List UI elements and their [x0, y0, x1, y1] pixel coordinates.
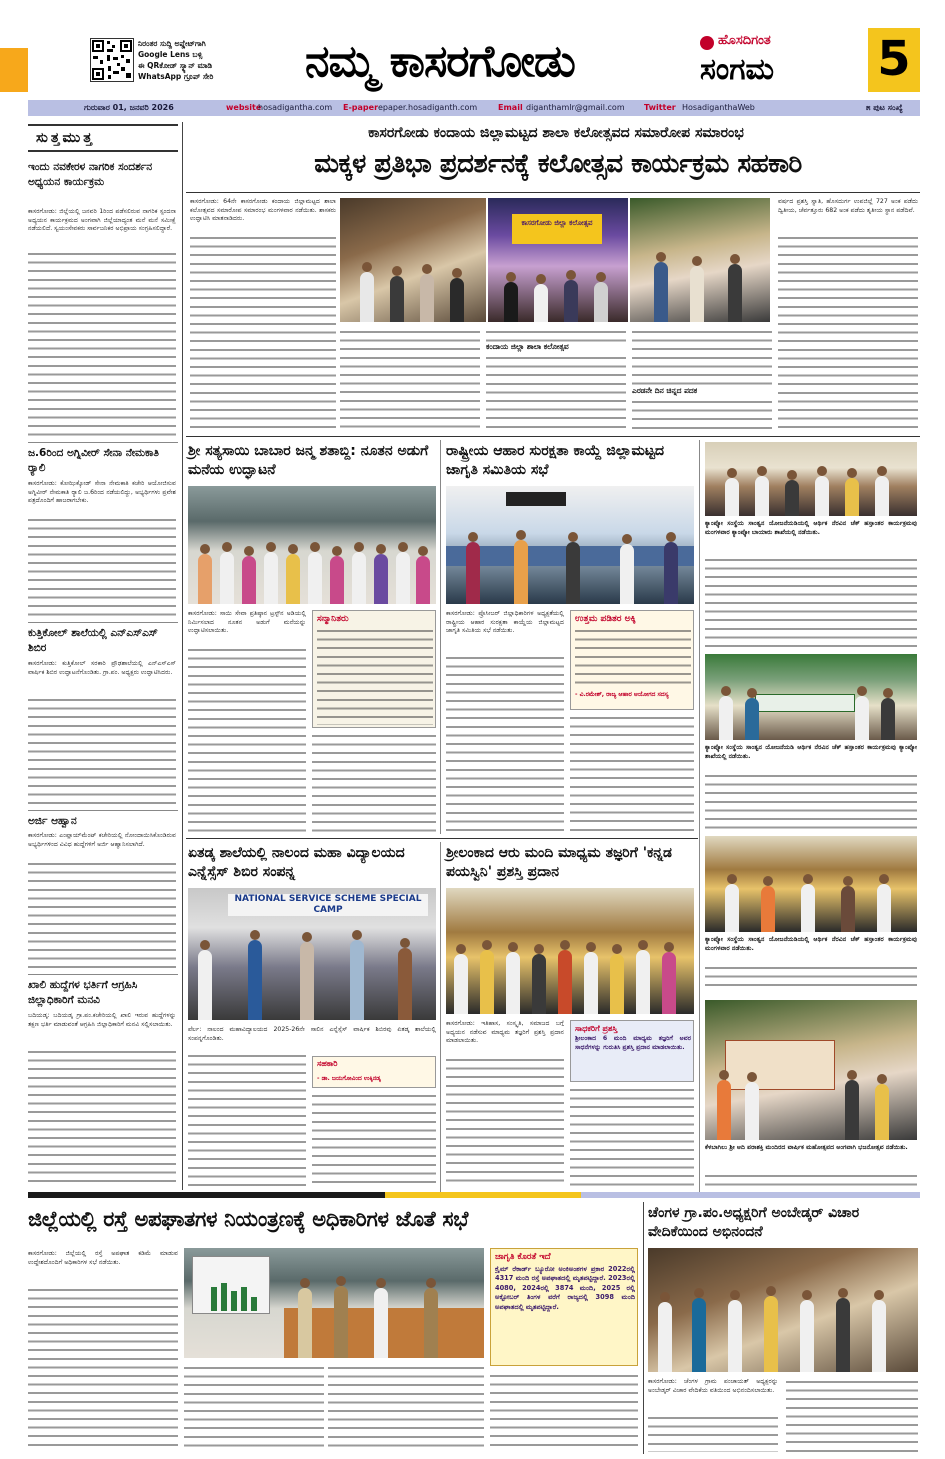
brand-big: ಸಂಗಮ — [700, 52, 774, 87]
honorees-box — [312, 610, 436, 728]
photo-figure — [506, 952, 520, 1014]
photo-figure — [636, 950, 650, 1014]
campco-caption: ಕ್ಯಾಂಪ್ಕೋ ಸಂಸ್ಥೆಯ ಸಾಂತ್ವನ ಯೋಜನೆಯಡಿ ಆರ್ಥಿಕ ನೆರವಿನ ಚೆಕ್ ಹಸ್ತಾಂತರ ಕಾರ್ಯಕ್ರಮವು ಕ್ಯಾಂಪ್ಕೋ ಶಾಖೆಯಲ್ಲಿ ನಡೆಯಿತು. — [705, 744, 917, 760]
box-title: ಸನ್ಮಾನಿತರು — [317, 614, 349, 624]
photo-figure — [785, 480, 799, 516]
photo-figure — [220, 552, 234, 604]
story-text: ಪೆರ್ಲ: ನಾಲಂದ ಮಹಾವಿದ್ಯಾಲಯದ 2025-26ನೇ ಸಾಲಿನ ಎನ್ನೆಸ್ಸೆಸ್ ವಾರ್ಷಿಕ ಶಿಬಿರವು ಏತಡ್ಕ ಶಾಲೆಯಲ್ಲಿ ಸಂಪನ್ನಗೊಂಡಿತು. — [188, 1026, 436, 1042]
qr-caption-line: ನಿರಂತರ ಸುದ್ದಿ ಅಪ್ಡೇಟ್‌ಗಾಗಿ — [138, 39, 206, 48]
lead-text-block — [632, 398, 772, 432]
story-food-safety — [444, 440, 696, 836]
lead-text: ಕಾಸರಗೋಡು: 64ನೇ ಕಾಸರಗೋಡು ಕಂದಾಯ ಜಿಲ್ಲಾಮಟ್ಟದ ಶಾಲಾ ಕಲೋತ್ಸವದ ಸಮಾರೋಪ ಸಮಾರಂಭ ಮಂಗಳವಾರ ನಡೆಯಿತು. ಶಾಸಕರು ಉದ್ಘಾಟಿಸಿ ಮಾತನಾಡಿದರು. — [190, 198, 336, 223]
photo-figure — [877, 884, 891, 932]
story-srilanka-award — [444, 842, 696, 1192]
brand-logo-icon — [700, 36, 714, 50]
divider — [28, 442, 178, 443]
page-number: 5 — [877, 31, 911, 87]
photo-figure — [728, 264, 742, 322]
photo-figure — [360, 272, 374, 322]
page-number-box — [868, 28, 920, 92]
story-text-block — [312, 732, 436, 832]
photo-figure — [745, 1082, 759, 1140]
story-headline: ಚೆಂಗಳ ಗ್ರಾ.ಪಂ.ಅಧ್ಯಕ್ಷರಿಗೆ ಅಂಬೇಡ್ಕರ್ ವಿಚಾರ ವೇದಿಕೆಯಿಂದ ಅಭಿನಂದನೆ — [648, 1205, 860, 1240]
photo-figure — [875, 1084, 889, 1140]
website-link[interactable]: hosadigantha.com — [258, 103, 333, 112]
story-headline: ಶ್ರೀ ಸತ್ಯಸಾಯಿ ಬಾಬಾರ ಜನ್ಮ ಶತಾಬ್ದಿ: ನೂತನ ಅಡುಗೆ ಮನೆಯ ಉದ್ಘಾಟನೆ — [188, 443, 429, 478]
photo-figure — [334, 1286, 348, 1358]
lead-kicker: ಕಾಸರಗೋಡು ಕಂದಾಯ ಜಿಲ್ಲಾಮಟ್ಟದ ಶಾಲಾ ಕಲೋತ್ಸವದ ಸಮಾರೋಪ ಸಮಾರಂಭ — [368, 125, 744, 141]
photo-figure — [725, 884, 739, 932]
lead-subhead: ಕಂದಾಯ ಜಿಲ್ಲಾ ಶಾಲಾ ಕಲೋತ್ಸವ — [486, 342, 569, 351]
column-divider — [182, 122, 183, 1190]
story-sathya-sai — [186, 440, 438, 836]
photo-figure — [841, 886, 855, 932]
sidebar-item-title: ಕುತ್ತಿಕೋಲ್ ಶಾಲೆಯಲ್ಲಿ ಎನ್‌ಎಸ್‌ಎಸ್ ಶಿಬಿರ — [28, 627, 158, 654]
photo-figure — [242, 556, 256, 604]
photo-figure — [566, 542, 580, 604]
caption-text-block — [705, 772, 917, 832]
divider — [28, 974, 178, 975]
campco-caption: ಕ್ಯಾಂಪ್ಕೋ ಸಂಸ್ಥೆಯ ಸಾಂತ್ವನ ಯೋಜನೆಯಡಿಯಲ್ಲಿ ಆರ್ಥಿಕ ನೆರವಿನ ಚೆಕ್ ಹಸ್ತಾಂತರ ಕಾರ್ಯಕ್ರಮವು ಮಂಗಳವಾರ ನಡೆಯಿತು. — [705, 936, 917, 952]
story-text: ಕಾಸರಗೋಡು: ಚೆಂಗಳ ಗ್ರಾಮ ಪಂಚಾಯತ್ ಅಧ್ಯಕ್ಷರನ್ನು ಅಂಬೇಡ್ಕರ್ ವಿಚಾರ ವೇದಿಕೆಯ ವತಿಯಿಂದ ಅಭಿನಂದಿಸಲಾಯಿತು. — [648, 1378, 778, 1394]
info-bar — [28, 100, 920, 116]
page-count: ೫ ಪುಟ ಸಂಖ್ಯೆ — [866, 103, 903, 112]
photo-figure — [396, 552, 410, 604]
box-title: ಸಹಕಾರಿ — [317, 1059, 338, 1068]
photo-figure — [398, 948, 412, 1020]
photo-figure — [815, 476, 829, 516]
story-text-block — [648, 1414, 778, 1452]
story-text-block — [312, 1092, 436, 1188]
qr-caption — [138, 38, 278, 82]
photo-figure — [658, 1302, 672, 1372]
photo-figure — [350, 940, 364, 1020]
sidebar-item-text: ಕಾಸರಗೋಡು: ಎಂಪ್ಲಾಯ್‌ಮೆಂಟ್ ಕಚೇರಿಯಲ್ಲಿ ನೋಂದಾಯಿಸಿಕೊಂಡಿರುವ ಅಭ್ಯರ್ಥಿಗಳಿಂದ ವಿವಿಧ ಹುದ್ದೆಗಳಿಗೆ ಅರ್ಜಿ ಆಹ್ವಾನಿಸಲಾಗಿದೆ. — [28, 832, 176, 848]
lead-photo-award — [630, 198, 770, 322]
sidebar-item-text: ಕಾಸರಗೋಡು: ಜಿಲ್ಲೆಯಲ್ಲಿ ಜನವರಿ 1ರಿಂದ ಪಡೆಸಲಿರುವ ನಾಗರಿಕ ಸ್ಪಂದನಾ ಅಧ್ಯಯನ ಕಾರ್ಯಕ್ರಮದ ಅಂಗವಾಗಿ ಜಿಲ್ಲೆಯಾದ್ಯಂತ ಮನೆ ಮನೆ ಸಮೀಕ್ಷೆ ನಡೆಯಲಿದೆ. ಸ್ವಯಂಸೇವಕರು ಸಾರ್ವಜನಿಕರ ಅಭಿಪ್ರಾಯ ಸಂಗ್ರಹಿಸಲಿದ್ದಾರೆ. — [28, 208, 176, 233]
campco-photo-1 — [705, 442, 917, 516]
divider — [28, 810, 178, 811]
campco-caption: ಕ್ಯಾಂಪ್ಕೋ ಸಂಸ್ಥೆಯ ಸಾಂತ್ವನ ಯೋಜನೆಯಡಿಯಲ್ಲಿ ಆರ್ಥಿಕ ನೆರವಿನ ಚೆಕ್ ಹಸ್ತಾಂತರ ಕಾರ್ಯಕ್ರಮವು ಮಂಗಳವಾರ ಕ್ಯಾಂಪ್ಕೋ ಬಾಯಾರು ಶಾಖೆಯಲ್ಲಿ ನಡೆಯಿತು. — [705, 520, 917, 536]
box-text: ಕ್ರೈಮ್ ರೆಕಾರ್ಡ್ ಬ್ಯೂರೋ ಅಂಕಿಅಂಶಗಳ ಪ್ರಕಾರ 2022ರಲ್ಲಿ 4317 ಮಂದಿ ರಸ್ತೆ ಅಪಘಾತದಲ್ಲಿ ಮೃತಪಟ್ಟಿದ್ದಾರೆ. 2023ರಲ್ಲಿ 4080, 2024ರಲ್ಲಿ 3874 ಮಂದಿ, 2025 ರಲ್ಲಿ ಅಕ್ಟೋಬರ್ ತಿಂಗಳ ವರೆಗೆ ರಾಜ್ಯದಲ್ಲಿ 3098 ಮಂದಿ ಅಪಘಾತದಲ್ಲಿ ಮೃತಪಟ್ಟಿದ್ದಾರೆ. — [495, 1265, 635, 1311]
section-strip — [28, 1192, 920, 1198]
photo-figure — [725, 478, 739, 516]
meeting-photo — [184, 1248, 484, 1358]
email-label: Email — [498, 103, 523, 112]
story-photo — [188, 888, 436, 1020]
story-text: ಕಾಸರಗೋಡು: ಪ್ರೊಸೀಜರ್ ಜಿಲ್ಲಾಧಿಕಾರಿಗಳ ಅಧ್ಯಕ್ಷತೆಯಲ್ಲಿ ರಾಷ್ಟ್ರೀಯ ಆಹಾರ ಸುರಕ್ಷತಾ ಕಾಯ್ದೆಯ ಜಿಲ್ಲಾಮಟ್ಟದ ಜಾಗೃತಿ ಸಮಿತಿಯ ಸಭೆ ನಡೆಯಿತು. — [446, 610, 564, 635]
photo-figure — [875, 476, 889, 516]
campco-photo-3 — [705, 836, 917, 932]
photo-figure — [855, 696, 869, 740]
photo-figure — [286, 554, 300, 604]
story-nss-camp — [186, 842, 438, 1192]
photo-figure — [728, 1300, 742, 1372]
box-byline: - ವಿ.ರಮೇಶ್, ರಾಜ್ಯ ಆಹಾರ ಆಯೋಗದ ಸದಸ್ಯ — [575, 691, 669, 698]
story-text-block — [184, 1364, 324, 1452]
lead-subhead: ಎರಡನೇ ದಿನ ಚಿನ್ನದ ಪದಕ — [632, 386, 698, 395]
photo-figure — [416, 556, 430, 604]
lead-text-block — [190, 234, 336, 434]
column-divider — [440, 842, 441, 1192]
story-headline: ಜಿಲ್ಲೆಯಲ್ಲಿ ರಸ್ತೆ ಅಪಘಾತಗಳ ನಿಯಂತ್ರಣಕ್ಕೆ ಅಧಿಕಾರಿಗಳ ಜೊತೆ ಸಭೆ — [28, 1207, 469, 1231]
story-text: ಕಾಸರಗೋಡು: ಇತಿಹಾಸ, ಸಂಸ್ಕೃತಿ, ಸಮಾಜದ ಬಗ್ಗೆ ಅಧ್ಯಯನ ನಡೆಸುವ ಮಾಧ್ಯಮ ತಜ್ಞರಿಗೆ ಪ್ರಶಸ್ತಿ ಪ್ರದಾನ ಮಾಡಲಾಯಿತು. — [446, 1020, 564, 1045]
sidebar-logo — [28, 124, 178, 152]
sidebar — [28, 120, 178, 1192]
website-label: website — [226, 103, 262, 112]
photo-banner-text: ಕಾಸರಗೋಡು ಜಿಲ್ಲಾ ಕಲೋತ್ಸವ — [512, 214, 602, 244]
photo-figure — [845, 1080, 859, 1140]
story-photo — [188, 486, 436, 604]
sidebar-text-block — [28, 696, 176, 808]
photo-figure — [534, 284, 548, 322]
sidebar-item-title: ಅರ್ಜಿ ಆಹ್ವಾನ — [28, 815, 77, 827]
story-text-block — [446, 1056, 564, 1188]
sidebar-item-text: ಕಾಸರಗೋಡು: ಕುತ್ತಿಕೋಲ್ ಸರಕಾರಿ ಪ್ರೌಢಶಾಲೆಯಲ್ಲಿ ಎನ್‌ಎಸ್‌ಎಸ್ ವಾರ್ಷಿಕ ಶಿಬಿರ ಉದ್ಘಾಟನೆಗೊಂಡಿತು. ಗ್ರಾ.ಪಂ. ಅಧ್ಯಕ್ಷರು ಉದ್ಘಾಟಿಸಿದರು. — [28, 660, 176, 676]
story-headline: ಶ್ರೀಲಂಕಾದ ಆರು ಮಂದಿ ಮಾಧ್ಯಮ ತಜ್ಞರಿಗೆ 'ಕನ್ನಡ ಪಯಸ್ವಿನಿ' ಪ್ರಶಸ್ತಿ ಪ್ರದಾನ — [446, 845, 672, 880]
photo-figure — [717, 1080, 731, 1140]
story-text-block — [188, 1052, 306, 1188]
lead-headline: ಮಕ್ಕಳ ಪ್ರತಿಭಾ ಪ್ರದರ್ಶನಕ್ಕೆ ಕಲೋತ್ಸವ ಕಾರ್ಯಕ್ರಮ ಸಹಕಾರಿ — [314, 149, 802, 179]
photo-figure — [198, 554, 212, 604]
nss-banner: NATIONAL SERVICE SCHEME SPECIAL CAMP — [228, 894, 428, 916]
temple-caption: ಕೆಳಬಾಗಿಲು ಶ್ರೀ ಆದಿ ಪರಾಶಕ್ತಿ ಮಂದಿರದ ವಾರ್ಷಿಕ ಮಹೋತ್ಸವದ ಅಂಗವಾಗಿ ಭಜನೋತ್ಸವ ನಡೆಯಿತು. — [705, 1144, 908, 1151]
column-divider — [643, 1202, 644, 1454]
qr-caption-line: ಈ QRಕೋಡ್ ಸ್ಕ್ಯಾನ್ ಮಾಡಿ — [138, 61, 213, 70]
photo-figure — [800, 1300, 814, 1372]
caption-text-block — [705, 556, 917, 652]
qr-caption-line: Google Lens ಬಳ್ಸಿ — [138, 50, 203, 59]
qr-code[interactable] — [90, 38, 134, 82]
divider — [186, 192, 920, 193]
lead-photo-banner — [488, 198, 628, 322]
lead-text-block — [486, 354, 626, 432]
photo-figure — [845, 478, 859, 516]
photo-figure — [248, 940, 262, 1020]
award-box — [570, 1020, 694, 1082]
photo-figure — [504, 282, 518, 322]
divider — [186, 838, 698, 839]
box-text-block — [317, 627, 433, 725]
story-text-block — [570, 714, 694, 832]
photo-figure — [374, 1288, 388, 1358]
photo-figure — [558, 950, 572, 1014]
lead-story — [186, 120, 920, 440]
photo-figure — [881, 698, 895, 740]
story-photo — [446, 486, 694, 604]
story-chengala — [646, 1202, 920, 1454]
lead-text-block — [778, 234, 918, 432]
photo-figure — [264, 552, 278, 604]
story-road-safety — [28, 1202, 640, 1454]
photo-figure — [745, 698, 759, 740]
story-text-block — [490, 1372, 638, 1452]
photo-figure — [198, 950, 212, 1020]
photo-figure — [764, 1296, 778, 1372]
qr-caption-line: WhatsApp ಗ್ರೂಪ್ ಸೇರಿ — [138, 72, 214, 81]
campco-photo-2 — [705, 654, 917, 740]
divider — [186, 436, 920, 437]
photo-figure — [594, 282, 608, 322]
sidebar-item-text: ಕಾಸರಗೋಡು: ಕೋಝಿಕ್ಕೋಡ್ ಸೇನಾ ನೇಮಕಾತಿ ಕಚೇರಿ ಆಯೋಜಿಸುವ ಅಗ್ನಿವೀರ್ ನೇಮಕಾತಿ ರ‍್ಯಾಲಿ ಜ.6ರಿಂದ ನಡೆಯಲಿದ್ದು, ಅಭ್ಯರ್ಥಿಗಳು ಪ್ರವೇಶ ಪತ್ರದೊಂದಿಗೆ ಹಾಜರಾಗಬೇಕು. — [28, 480, 176, 505]
sidebar-text-block — [28, 250, 176, 440]
divider — [28, 622, 178, 623]
column-divider — [699, 440, 700, 1192]
sidebar-item-text: ಬದಿಯಡ್ಕ: ಬದಿಯಡ್ಕ ಗ್ರಾ.ಪಂ.ಕಚೇರಿಯಲ್ಲಿ ಖಾಲಿ ಇರುವ ಹುದ್ದೆಗಳನ್ನು ತಕ್ಷಣ ಭರ್ತಿ ಮಾಡುವಂತೆ ಆಗ್ರಹಿಸಿ ಜಿಲ್ಲಾಧಿಕಾರಿಗೆ ಮನವಿ ಸಲ್ಲಿಸಲಾಯಿತು. — [28, 1012, 176, 1028]
photo-figure — [872, 1300, 886, 1372]
photo-figure — [298, 1288, 312, 1358]
story-headline: ಏತಡ್ಕ ಶಾಲೆಯಲ್ಲಿ ನಾಲಂದ ಮಹಾ ವಿದ್ಯಾಲಯದ ಎನ್ನೆಸ್ಸೆಸ್ ಶಿಬಿರ ಸಂಪನ್ನ — [188, 845, 405, 880]
lead-text-block — [486, 328, 626, 342]
twitter-link[interactable]: HosadiganthaWeb — [682, 103, 755, 112]
photo-figure — [466, 542, 480, 604]
box-text-block — [575, 627, 691, 687]
felicitation-photo — [648, 1248, 918, 1372]
photo-figure — [662, 952, 676, 1014]
story-text-block — [28, 1286, 178, 1452]
twitter-label: Twitter — [644, 103, 676, 112]
brand-block — [694, 30, 874, 92]
sidebar-item-title: ಇಂದು ನವಕೇರಳ ನಾಗರಿಕ ಸಂದರ್ಶನ ಅಧ್ಯಯನ ಕಾರ್ಯಕ್ರಮ — [28, 161, 153, 188]
photo-figure — [390, 276, 404, 322]
photo-figure — [654, 262, 668, 322]
box-title: ಜಾಗೃತಿ ಕೊರತೆ ಇದೆ — [495, 1252, 551, 1262]
story-photo — [446, 888, 694, 1014]
photo-figure — [836, 1298, 850, 1372]
photo-figure — [514, 540, 528, 604]
sidebar-text-block — [28, 860, 176, 972]
photo-figure — [308, 552, 322, 604]
box-title: ಉತ್ತಮ ಪಡಿತರ ಅಕ್ಕಿ — [575, 614, 636, 624]
photo-figure — [584, 952, 598, 1014]
caption-text-block — [705, 964, 917, 992]
photo-figure — [532, 954, 546, 1014]
photo-figure — [424, 1288, 438, 1358]
photo-figure — [692, 1298, 706, 1372]
chart-screen — [192, 1256, 270, 1314]
photo-figure — [690, 266, 704, 322]
temple-photo — [705, 1000, 917, 1140]
lead-photo-stage — [340, 198, 486, 322]
column-divider — [440, 440, 441, 834]
lead-text-block — [632, 328, 772, 386]
email-link[interactable]: diganthamlr@gmail.com — [526, 103, 625, 112]
story-text-block — [328, 1364, 484, 1452]
right-column — [703, 440, 920, 1192]
epaper-label: E-paper — [343, 103, 379, 112]
helpful-box — [312, 1056, 436, 1088]
rice-box — [570, 610, 694, 710]
photo-figure — [610, 954, 624, 1014]
story-text-block — [446, 654, 564, 834]
epaper-link[interactable]: epaper.hosadiganth.com — [378, 103, 478, 112]
photo-figure — [620, 544, 634, 604]
photo-figure — [450, 278, 464, 322]
photo-figure — [719, 696, 733, 740]
photo-figure — [330, 556, 344, 604]
story-text-block — [570, 1086, 694, 1188]
photo-figure — [374, 554, 388, 604]
story-headline: ರಾಷ್ಟ್ರೀಯ ಆಹಾರ ಸುರಕ್ಷತಾ ಕಾಯ್ದೆ ಜಿಲ್ಲಾಮಟ್ಟದ ಜಾಗೃತಿ ಸಮಿತಿಯ ಸಭೆ — [446, 443, 665, 478]
masthead-accent-left — [0, 48, 28, 92]
photo-figure — [420, 274, 434, 322]
sidebar-logo-text: ಸುತ್ತಮುತ್ತ — [36, 130, 95, 146]
box-text: ಶ್ರೀಲಂಕಾದ 6 ಮಂದಿ ಮಾಧ್ಯಮ ತಜ್ಞರಿಗೆ ಅವರ ಸಾಧನೆಗಳನ್ನು ಗುರುತಿಸಿ ಪ್ರಶಸ್ತಿ ಪ್ರದಾನ ಮಾಡಲಾಯಿತು. — [575, 1035, 691, 1051]
photo-figure — [755, 476, 769, 516]
photo-figure — [761, 886, 775, 932]
date: ಗುರುವಾರ 01, ಜನವರಿ 2026 — [84, 103, 174, 112]
photo-figure — [352, 552, 366, 604]
photo-figure — [454, 954, 468, 1014]
photo-figure — [801, 884, 815, 932]
box-byline: - ಡಾ. ಜಯಗೋವಿಂದ ಉಕ್ಕಿನಡ್ಕ — [317, 1075, 381, 1082]
story-text-block — [786, 1378, 918, 1452]
story-text: ಕಾಸರಗೋಡು: ಸಾಯಿ ಸೇವಾ ಪ್ರತಿಷ್ಠಾನ ಟ್ರಸ್ಟ್‌ನ ಅಡಿಯಲ್ಲಿ ನಿರ್ಮಿಸಲಾದ ನೂತನ ಅಡುಗೆ ಮನೆಯನ್ನು ಉದ್ಘಾಟಿಸಲಾಯಿತು. — [188, 610, 306, 635]
caption-text-block — [705, 1172, 917, 1190]
story-text-block — [188, 646, 306, 832]
photo-figure — [300, 942, 314, 1020]
sidebar-item-title: ಖಾಲಿ ಹುದ್ದೆಗಳ ಭರ್ತಿಗೆ ಆಗ್ರಹಿಸಿ ಜಿಲ್ಲಾಧಿಕಾರಿಗೆ ಮನವಿ — [28, 979, 138, 1006]
awareness-box — [490, 1248, 638, 1366]
photo-figure — [480, 950, 494, 1014]
photo-figure — [564, 280, 578, 322]
sidebar-item-title: ಜ.6ರಿಂದ ಅಗ್ನಿವೀರ್ ಸೇನಾ ನೇಮಕಾತಿ ರ‍್ಯಾಲಿ — [28, 447, 159, 474]
photo-figure — [664, 542, 678, 604]
lead-text-block — [340, 328, 480, 432]
masthead — [0, 0, 945, 100]
story-text: ಕಾಸರಗೋಡು: ಜಿಲ್ಲೆಯಲ್ಲಿ ರಸ್ತೆ ಅಪಘಾತ ಕಡಿಮೆ ಮಾಡುವ ಉದ್ದೇಶದೊಂದಿಗೆ ಅಧಿಕಾರಿಗಳ ಸಭೆ ನಡೆಯಿತು. — [28, 1250, 178, 1266]
sidebar-text-block — [28, 1048, 176, 1186]
sidebar-text-block — [28, 516, 176, 620]
brand-small: ಹೊಸದಿಗಂತ — [718, 33, 771, 48]
box-title: ಸಾಧಕರಿಗೆ ಪ್ರಶಸ್ತಿ — [575, 1024, 618, 1033]
masthead-title: ನಮ್ಮ ಕಾಸರಗೋಡು — [305, 36, 575, 87]
lead-text: ವರ್ಷದ ಪ್ರಶಸ್ತಿ ಸ್ವಾತಿ, ಹೊಸದುರ್ಗ ಉಪಜಿಲ್ಲೆ 727 ಅಂಕ ಪಡೆದು ದ್ವಿತೀಯ, ಚೆರ್ವತ್ತೂರು 682 ಅಂಕ ಪಡೆದು ತೃತೀಯ ಸ್ಥಾನ ಪಡೆದಿವೆ. — [778, 198, 918, 214]
